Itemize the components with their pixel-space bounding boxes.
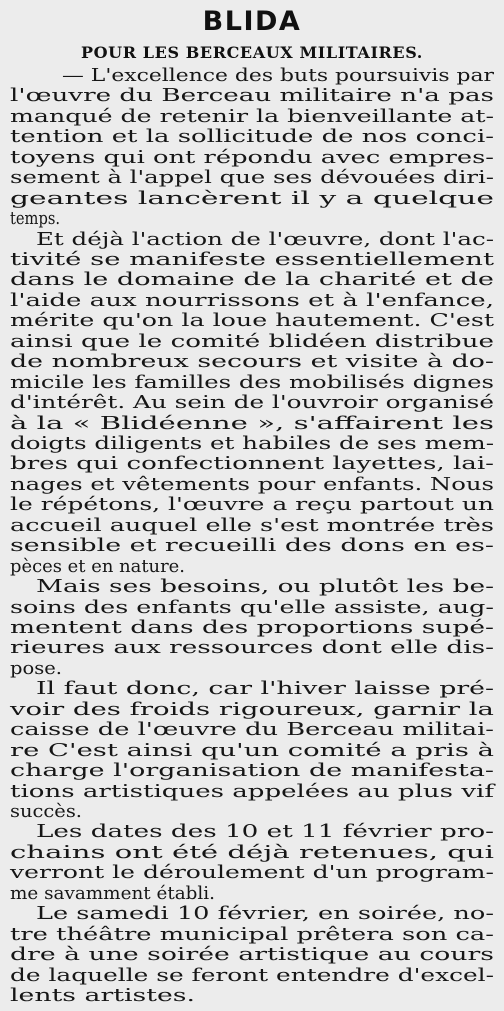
article-line: [0, 65, 504, 87]
article-line: [0, 637, 504, 659]
article-line: [0, 474, 504, 496]
article-line: [0, 617, 504, 639]
article-line-text: manqué de retenir la bienveillante at-: [10, 106, 494, 127]
article-line-text: Il faut donc, car l'hiver laisse pré-: [36, 678, 494, 699]
headline: BLIDA: [202, 6, 302, 37]
article-line-text: d'intérêt. Au sein de l'ouvroir organisé: [10, 392, 494, 413]
article-line: [0, 924, 504, 946]
article-line: [0, 351, 504, 373]
article-line-text: temps.: [10, 208, 60, 229]
article-line-text: sement à l'appel que ses dévouées diri-: [10, 167, 494, 188]
article-line: [0, 106, 504, 128]
article-line-text: pèces et en nature.: [10, 556, 185, 577]
article-line: [0, 229, 504, 251]
article-line-text: pose.: [10, 658, 63, 679]
article-line-text: dre à une soirée artistique au cours: [10, 944, 494, 965]
article-line-text: dans le domaine de la charité et de: [10, 269, 494, 290]
article-line: [0, 147, 504, 169]
article-line: [0, 883, 504, 905]
article-line: [0, 310, 504, 332]
article-line: [0, 821, 504, 843]
article-line: [0, 494, 504, 516]
article-line-text: le répétons, l'œuvre a reçu partout un: [10, 494, 494, 515]
article-line-text: sensible et recueilli des dons en es-: [10, 535, 494, 556]
article-line-text: geantes lancèrent il y a quelque: [10, 188, 495, 209]
article-line: [0, 576, 504, 598]
article-line-text: ainsi que le comité blidéen distribue: [10, 331, 494, 352]
subheadline: POUR LES BERCEAUX MILITAIRES.: [81, 43, 423, 62]
article-line: [0, 862, 504, 884]
article-line: [0, 208, 504, 230]
article-line: [0, 413, 504, 435]
article-line-text: re C'est ainsi qu'un comité a pris à: [10, 740, 494, 761]
article-line: [0, 249, 504, 271]
article-line: [0, 740, 504, 762]
article-line-text: micile les familles des mobilisés dignes: [10, 372, 494, 393]
article-line-text: de laquelle se feront entendre d'excel-: [10, 965, 495, 986]
article-line-text: lents artistes.: [10, 985, 195, 1006]
article-line: [0, 760, 504, 782]
article-line-text: mentent dans des proportions supé-: [10, 617, 494, 638]
article-line: [0, 372, 504, 394]
article-line: [0, 85, 504, 107]
article-line: [0, 597, 504, 619]
article-line-text: voir des froids rigoureux, garnir la: [10, 699, 494, 720]
article-line-text: toyens qui ont répondu avec empres-: [10, 147, 495, 168]
article-line: [0, 781, 504, 803]
article-line-text: Mais ses besoins, ou plutôt les be-: [36, 576, 494, 597]
article-line-text: tention et la sollicitude de nos conci-: [10, 126, 494, 147]
article-line: [0, 965, 504, 987]
article-line: [0, 433, 504, 455]
article-line: [0, 801, 504, 823]
article-line-text: charge l'organisation de manifesta-: [10, 760, 495, 781]
article-line: [0, 126, 504, 148]
article-line: [0, 658, 504, 680]
article-line: [0, 331, 504, 353]
article-line: [0, 167, 504, 189]
article-line-text: soins des enfants qu'elle assiste, aug-: [10, 597, 494, 618]
article-line: [0, 719, 504, 741]
article-line-text: me savamment établi.: [10, 883, 215, 904]
article-line-text: Et déjà l'action de l'œuvre, dont l'ac-: [36, 229, 494, 250]
article-line-text: verront le déroulement d'un program-: [10, 862, 494, 883]
article-line-text: mérite qu'on la loue hautement. C'est: [10, 310, 495, 331]
article-line: [0, 985, 504, 1007]
article-line: [0, 392, 504, 414]
article-line-text: doigts diligents et habiles de ses mem-: [10, 433, 494, 454]
article-line-text: de nombreux secours et visite à do-: [10, 351, 495, 372]
article-line-text: succès.: [10, 801, 82, 822]
article-line: [0, 944, 504, 966]
article-line: [0, 515, 504, 537]
article-line-text: Le samedi 10 février, en soirée, no-: [36, 903, 494, 924]
article-line-text: tre théâtre municipal prêtera son ca-: [10, 924, 495, 945]
article-line-text: nages et vêtements pour enfants. Nous: [10, 474, 495, 495]
article-line: [0, 678, 504, 700]
article-line-text: à la « Blidéenne », s'affairent les: [10, 413, 495, 434]
article-line: [0, 535, 504, 557]
article-line: [0, 188, 504, 210]
article-line: [0, 453, 504, 475]
article-line-text: Les dates des 10 et 11 février pro-: [36, 821, 494, 842]
article-line-text: l'œuvre du Berceau militaire n'a pas: [10, 85, 495, 106]
article-line: [0, 269, 504, 291]
article-line-text: l'aide aux nourrissons et à l'enfance,: [10, 290, 494, 311]
article-line-text: — L'excellence des buts poursuivis par: [62, 65, 495, 86]
article-line-text: tions artistiques appelées au plus vif: [10, 781, 495, 802]
article-line: [0, 290, 504, 312]
article-line: [0, 699, 504, 721]
article-line-text: bres qui confectionnent layettes, lai-: [10, 453, 495, 474]
article-line-text: caisse de l'œuvre du Berceau militai-: [10, 719, 494, 740]
article-line-text: rieures aux ressources dont elle dis-: [10, 637, 495, 658]
article-line-text: tivité se manifeste essentiellement: [10, 249, 495, 270]
article-line: [0, 842, 504, 864]
article-line: [0, 903, 504, 925]
article-line-text: accueil auquel elle s'est montrée très: [10, 515, 494, 536]
article-line: [0, 556, 504, 578]
article-line-text: chains ont été déjà retenues, qui: [10, 842, 494, 863]
